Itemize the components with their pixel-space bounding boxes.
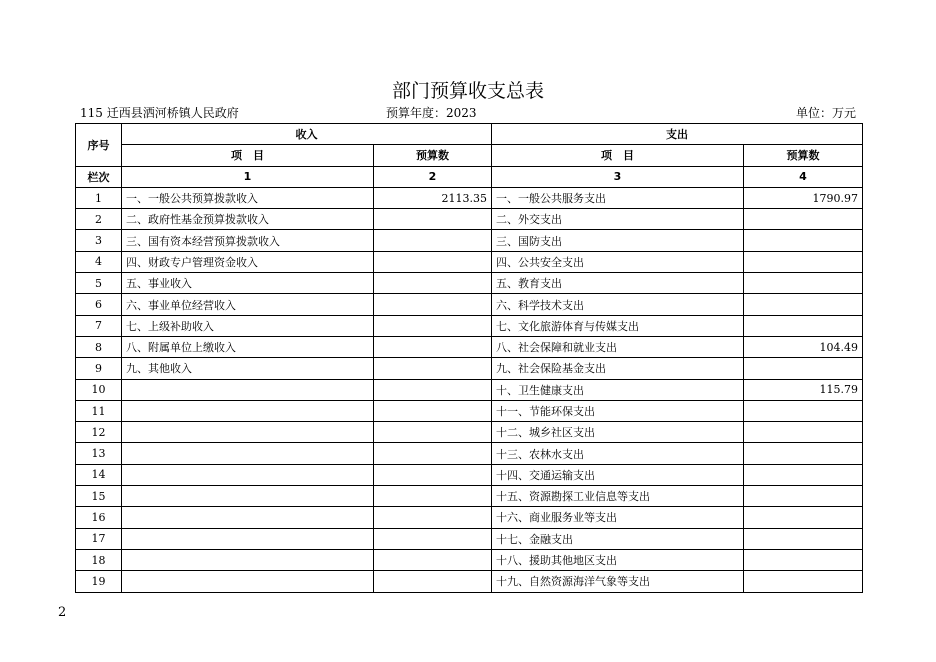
column-index-4: 4 (744, 166, 863, 187)
income-item-header: 项 目 (122, 145, 374, 166)
column-index-row (76, 166, 863, 187)
expense-item: 十八、援助其他地区支出 (492, 549, 744, 570)
income-item (122, 443, 374, 464)
expense-amount (744, 251, 863, 272)
table-row (76, 443, 863, 464)
row-number: 9 (76, 358, 122, 379)
expense-item: 九、社会保险基金支出 (492, 358, 744, 379)
row-number: 1 (76, 187, 122, 208)
column-index-1: 1 (122, 166, 374, 187)
row-number: 7 (76, 315, 122, 336)
organization-name: 115 迁西县洒河桥镇人民政府 (80, 106, 239, 120)
income-item (122, 379, 374, 400)
income-item: 九、其他收入 (122, 358, 374, 379)
expense-item: 十六、商业服务业等支出 (492, 507, 744, 528)
table-row (76, 400, 863, 421)
income-amount (374, 400, 492, 421)
expense-budget-header: 预算数 (744, 145, 863, 166)
income-amount (374, 336, 492, 357)
income-item: 七、上级补助收入 (122, 315, 374, 336)
expense-item: 十一、节能环保支出 (492, 400, 744, 421)
budget-year: 预算年度：2023 (386, 106, 477, 120)
income-amount: 2113.35 (374, 187, 492, 208)
row-number: 3 (76, 230, 122, 251)
income-amount (374, 315, 492, 336)
table-row (76, 422, 863, 443)
expense-amount (744, 230, 863, 251)
table-row (76, 230, 863, 251)
income-budget-header: 预算数 (374, 145, 492, 166)
expense-item: 十三、农林水支出 (492, 443, 744, 464)
income-amount (374, 230, 492, 251)
expense-item: 六、科学技术支出 (492, 294, 744, 315)
expense-amount (744, 209, 863, 230)
income-item (122, 464, 374, 485)
row-number: 16 (76, 507, 122, 528)
budget-table (75, 123, 863, 593)
income-item (122, 400, 374, 421)
income-amount (374, 251, 492, 272)
income-amount (374, 507, 492, 528)
table-row (76, 273, 863, 294)
expense-amount (744, 315, 863, 336)
table-row (76, 187, 863, 208)
column-index-3: 3 (492, 166, 744, 187)
expense-amount (744, 571, 863, 592)
table-row (76, 507, 863, 528)
expense-item: 四、公共安全支出 (492, 251, 744, 272)
row-number: 2 (76, 209, 122, 230)
expense-item: 十、卫生健康支出 (492, 379, 744, 400)
income-amount (374, 486, 492, 507)
income-amount (374, 379, 492, 400)
income-item: 二、政府性基金预算拨款收入 (122, 209, 374, 230)
table-row (76, 528, 863, 549)
expense-item: 十四、交通运输支出 (492, 464, 744, 485)
expense-item: 十五、资源勘探工业信息等支出 (492, 486, 744, 507)
income-item: 一、一般公共预算拨款收入 (122, 187, 374, 208)
expense-item: 五、教育支出 (492, 273, 744, 294)
expense-item-header: 项 目 (492, 145, 744, 166)
table-row (76, 549, 863, 570)
income-item (122, 507, 374, 528)
row-number: 19 (76, 571, 122, 592)
row-number: 5 (76, 273, 122, 294)
income-item: 八、附属单位上缴收入 (122, 336, 374, 357)
expense-item: 八、社会保障和就业支出 (492, 336, 744, 357)
unit-label: 单位：万元 (795, 106, 856, 120)
income-item: 五、事业收入 (122, 273, 374, 294)
table-row (76, 251, 863, 272)
income-item (122, 549, 374, 570)
income-item (122, 486, 374, 507)
income-amount (374, 358, 492, 379)
row-number: 8 (76, 336, 122, 357)
page-title: 部门预算收支总表 (391, 80, 544, 102)
expense-amount (744, 486, 863, 507)
row-number: 10 (76, 379, 122, 400)
expense-item: 一、一般公共服务支出 (492, 187, 744, 208)
expense-amount (744, 443, 863, 464)
expense-amount (744, 294, 863, 315)
header-row-1 (76, 124, 863, 145)
row-number: 4 (76, 251, 122, 272)
expense-amount (744, 549, 863, 570)
income-item: 六、事业单位经营收入 (122, 294, 374, 315)
expense-amount (744, 464, 863, 485)
row-number: 15 (76, 486, 122, 507)
income-header: 收入 (122, 124, 492, 145)
income-amount (374, 464, 492, 485)
table-row (76, 571, 863, 592)
income-item (122, 571, 374, 592)
income-item: 四、财政专户管理资金收入 (122, 251, 374, 272)
row-number: 17 (76, 528, 122, 549)
row-number: 18 (76, 549, 122, 570)
row-number: 13 (76, 443, 122, 464)
expense-amount: 1790.97 (744, 187, 863, 208)
table-row (76, 294, 863, 315)
expense-item: 二、外交支出 (492, 209, 744, 230)
row-number: 11 (76, 400, 122, 421)
expense-item: 三、国防支出 (492, 230, 744, 251)
income-amount (374, 273, 492, 294)
row-number: 12 (76, 422, 122, 443)
expense-header: 支出 (492, 124, 863, 145)
expense-item: 十九、自然资源海洋气象等支出 (492, 571, 744, 592)
income-item: 三、国有资本经营预算拨款收入 (122, 230, 374, 251)
table-row (76, 336, 863, 357)
income-amount (374, 571, 492, 592)
row-number: 14 (76, 464, 122, 485)
income-amount (374, 422, 492, 443)
table-row (76, 315, 863, 336)
expense-amount (744, 358, 863, 379)
expense-amount (744, 273, 863, 294)
expense-amount (744, 400, 863, 421)
table-row (76, 209, 863, 230)
expense-amount: 115.79 (744, 379, 863, 400)
expense-item: 七、文化旅游体育与传媒支出 (492, 315, 744, 336)
expense-item: 十二、城乡社区支出 (492, 422, 744, 443)
income-amount (374, 294, 492, 315)
table-row (76, 486, 863, 507)
income-item (122, 422, 374, 443)
expense-amount: 104.49 (744, 336, 863, 357)
income-amount (374, 443, 492, 464)
seq-header: 序号 (76, 124, 122, 167)
table-row (76, 464, 863, 485)
column-index-label: 栏次 (76, 166, 122, 187)
column-index-2: 2 (374, 166, 492, 187)
income-amount (374, 549, 492, 570)
page-number: 2 (58, 605, 67, 620)
expense-amount (744, 528, 863, 549)
expense-item: 十七、金融支出 (492, 528, 744, 549)
income-amount (374, 528, 492, 549)
table-row (76, 358, 863, 379)
row-number: 6 (76, 294, 122, 315)
expense-amount (744, 422, 863, 443)
income-item (122, 528, 374, 549)
expense-amount (744, 507, 863, 528)
header-row-2 (76, 145, 863, 166)
table-row (76, 379, 863, 400)
income-amount (374, 209, 492, 230)
